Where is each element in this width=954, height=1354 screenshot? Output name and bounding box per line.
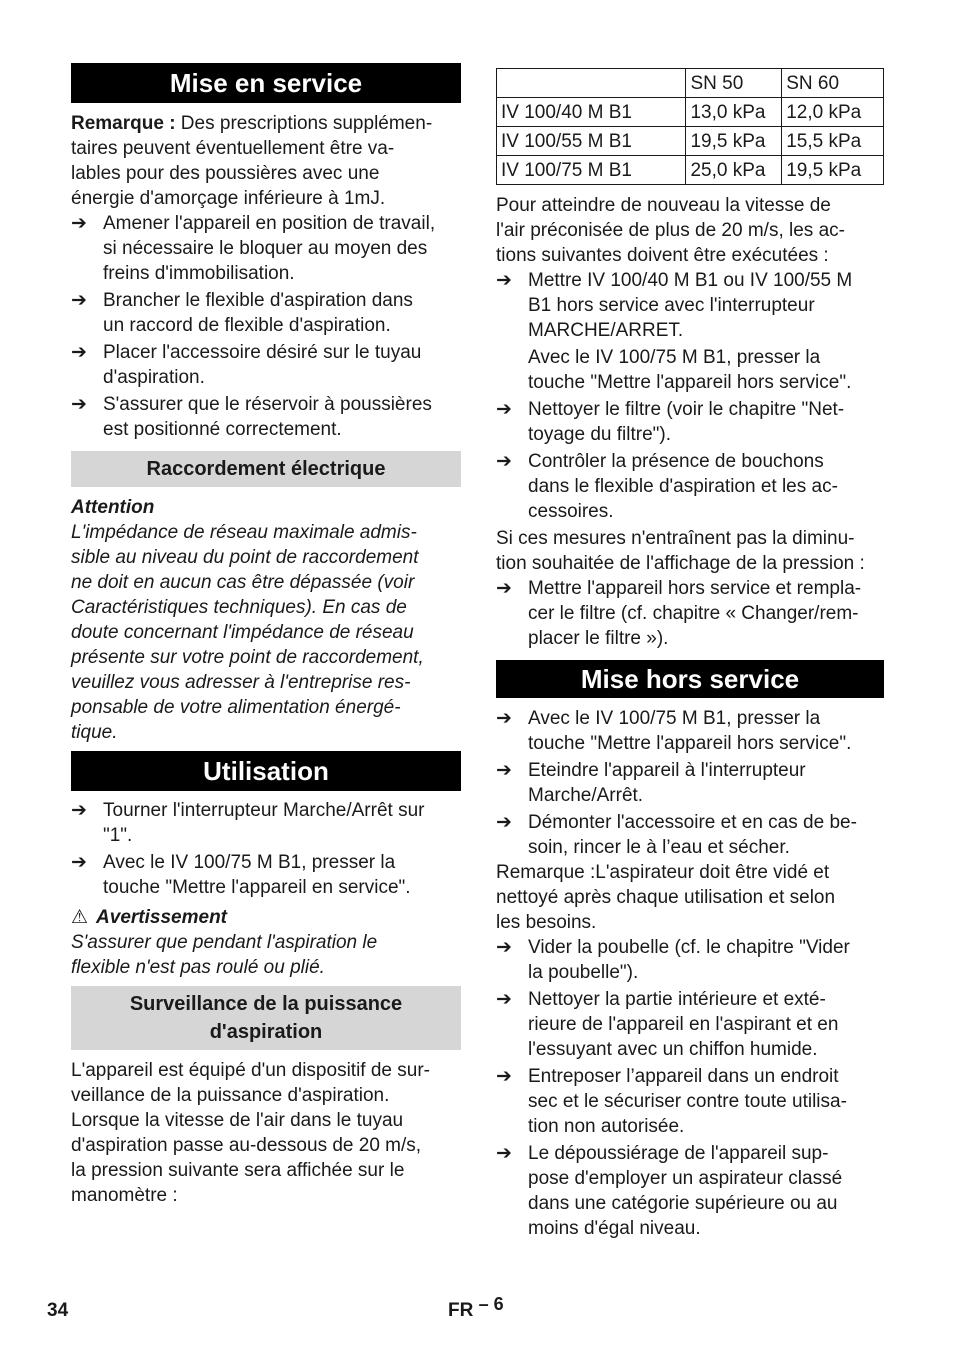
table-cell: 19,5 kPa: [782, 156, 884, 185]
attention-text: L'impédance de réseau maximale admis- sible au niveau du point de raccordement ne doit en aucun cas être dépassée (voir Caractéristiques techniques). En cas de doute concernant l'impédance de réseau présente sur votre point de raccordement, veuillez vous adresser à l'entreprise res- ponsable de votre alimentation énergé- tique.: [71, 522, 424, 743]
arrow-icon: ➔: [71, 290, 87, 311]
arrow-icon: ➔: [496, 578, 512, 599]
table-cell: SN 60: [782, 69, 884, 98]
arrow-icon: ➔: [71, 394, 87, 415]
heading-mise-hors-service: Mise hors service: [496, 660, 884, 698]
arrow-icon: ➔: [496, 399, 512, 420]
table-row: [497, 127, 884, 156]
right-column: [496, 68, 884, 1241]
bullet-item: ➔ Mettre l'appareil hors service et rempla- cer le filtre (cf. chapitre « Changer/rem- placer le filtre »).: [496, 578, 862, 649]
si-text: Si ces mesures n'entraînent pas la diminu- tion souhaitée de l'affichage de la pression :: [496, 528, 865, 574]
pressure-table: [496, 68, 884, 185]
bullet-item: ➔ Nettoyer la partie intérieure et exté- rieure de l'appareil en l'aspirant et en l'essuyant avec un chiffon humide.: [496, 989, 839, 1060]
arrow-icon: ➔: [496, 1143, 512, 1164]
heading-mise-en-service: Mise en service: [71, 63, 461, 103]
page-number: 34: [47, 1300, 69, 1321]
bullet-item: ➔ Eteindre l'appareil à l'interrupteur Marche/Arrêt.: [496, 760, 806, 806]
left-column: [71, 63, 461, 1208]
bullet-item: ➔ Vider la poubelle (cf. le chapitre "Vider la poubelle").: [496, 937, 850, 983]
arrow-icon: ➔: [496, 989, 512, 1010]
bullet-item: ➔ Nettoyer le filtre (voir le chapitre "Net- toyage du filtre").: [496, 399, 845, 445]
heading-surveillance: Surveillance de la puissance d'aspiration: [71, 986, 461, 1050]
avertissement-text: S'assurer que pendant l'aspiration le flexible n'est pas roulé ou plié.: [71, 932, 378, 978]
warning-icon: ⚠: [71, 907, 89, 928]
table-cell: 13,0 kPa: [686, 98, 782, 127]
heading-raccordement: Raccordement électrique: [71, 451, 461, 487]
bullet-item: ➔ Contrôler la présence de bouchons dans le flexible d'aspiration et les ac- cessoires.: [496, 451, 838, 522]
arrow-icon: ➔: [496, 270, 512, 291]
bullet-item: ➔ Placer l'accessoire désiré sur le tuyau d'aspiration.: [71, 342, 422, 388]
table-cell: 19,5 kPa: [686, 127, 782, 156]
table-row: [497, 156, 884, 185]
avertissement-heading: ⚠ Avertissement: [71, 907, 227, 928]
remarque-paragraph: Remarque : Des prescriptions supplémen- taires peuvent éventuellement être va- lables pour des poussières avec une énergie d'amorçage inférieure à 1mJ.: [71, 113, 433, 209]
arrow-icon: ➔: [496, 937, 512, 958]
remarque-label: Remarque :: [71, 113, 176, 134]
arrow-icon: ➔: [71, 342, 87, 363]
surveillance-text: L'appareil est équipé d'un dispositif de sur- veillance de la puissance d'aspiration. Lorsque la vitesse de l'air dans le tuyau d'aspiration passe au-dessous de 20 m/s, la pression suivante sera affichée sur le manomètre :: [71, 1060, 430, 1206]
heading-utilisation: Utilisation: [71, 751, 461, 791]
table-cell: [497, 69, 686, 98]
table-cell: IV 100/55 M B1: [497, 127, 686, 156]
footer-section: – 6: [478, 1294, 504, 1314]
bullet-item: ➔ Entreposer l’appareil dans un endroit sec et le sécuriser contre toute utilisa- tion non autorisée.: [496, 1066, 847, 1137]
table-cell: SN 50: [686, 69, 782, 98]
table-cell: IV 100/75 M B1: [497, 156, 686, 185]
intro-text: Pour atteindre de nouveau la vitesse de l'air préconisée de plus de 20 m/s, les ac- tions suivantes doivent être exécutées :: [496, 195, 845, 266]
arrow-icon: ➔: [496, 812, 512, 833]
bullet-item: ➔ Démonter l'accessoire et en cas de be- soin, rincer le à l’eau et sécher.: [496, 812, 857, 858]
bullet-item: ➔ Avec le IV 100/75 M B1, presser la touche "Mettre l'appareil en service".: [71, 852, 411, 898]
arrow-icon: ➔: [496, 1066, 512, 1087]
table-cell: 15,5 kPa: [782, 127, 884, 156]
arrow-icon: ➔: [496, 760, 512, 781]
arrow-icon: ➔: [71, 800, 87, 821]
arrow-icon: ➔: [496, 708, 512, 729]
arrow-icon: ➔: [496, 451, 512, 472]
bullet-item: ➔ Brancher le flexible d'aspiration dans un raccord de flexible d'aspiration.: [71, 290, 413, 336]
bullet-item: ➔ Le dépoussiérage de l'appareil sup- pose d'employer un aspirateur classé dans une catégorie supérieure ou au moins d'égal niveau.: [496, 1143, 843, 1239]
table-cell: 12,0 kPa: [782, 98, 884, 127]
table-cell: IV 100/40 M B1: [497, 98, 686, 127]
table-header-row: [497, 69, 884, 98]
bullet-item: ➔ Avec le IV 100/75 M B1, presser la touche "Mettre l'appareil hors service".: [496, 708, 852, 754]
bullet-item: ➔ Tourner l'interrupteur Marche/Arrêt sur "1".: [71, 800, 425, 846]
remarque-text: Remarque :L'aspirateur doit être vidé et nettoyé après chaque utilisation et selon les besoins.: [496, 862, 836, 933]
bullet-item: ➔ Amener l'appareil en position de travail, si nécessaire le bloquer au moyen des freins d'immobilisation.: [71, 213, 436, 284]
footer-lang: FR – 6: [448, 1294, 504, 1321]
table-cell: 25,0 kPa: [686, 156, 782, 185]
bullet-item: ➔ Mettre IV 100/40 M B1 ou IV 100/55 M B1 hors service avec l'interrupteur MARCHE/ARRET. Avec le IV 100/75 M B1, presser la touche "Mettre l'appareil hors service".: [496, 270, 853, 393]
bullet-item: ➔ S'assurer que le réservoir à poussières est positionné correctement.: [71, 394, 432, 440]
table-row: [497, 98, 884, 127]
attention-label: Attention: [71, 497, 155, 518]
arrow-icon: ➔: [71, 852, 87, 873]
arrow-icon: ➔: [71, 213, 87, 234]
